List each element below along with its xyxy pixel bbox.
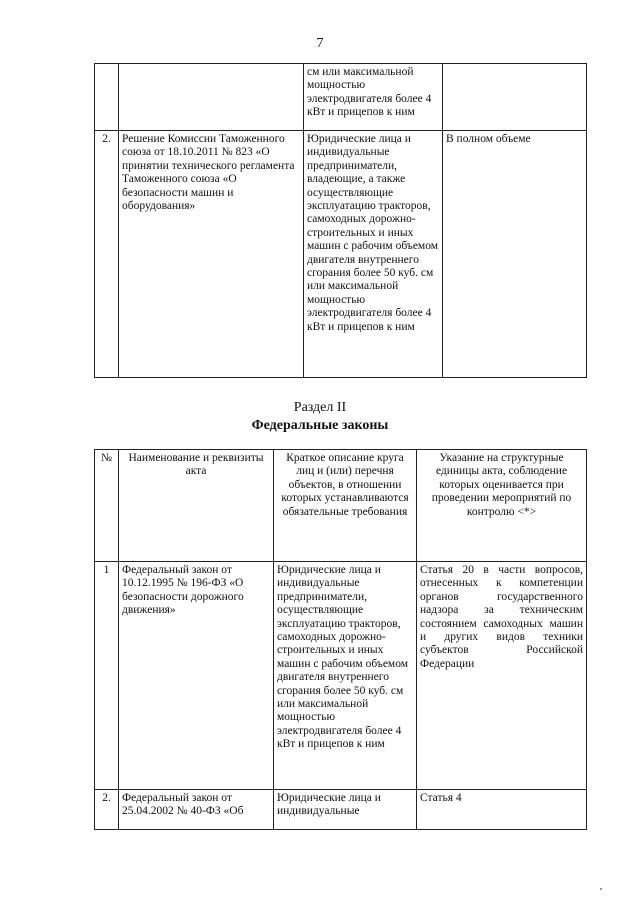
header-scope: Указание на структурные единицы акта, соблюдение которых оценивается при проведении мероприятий по контролю <*>: [417, 450, 587, 562]
row-number: 1: [95, 562, 119, 790]
structural-units: В полном объеме: [443, 131, 587, 378]
header-name: Наименование и реквизиты акта: [119, 450, 274, 562]
structural-units: [443, 64, 587, 131]
table-row: [95, 562, 587, 790]
page-number: 7: [316, 36, 324, 51]
table-row: [95, 131, 587, 378]
structural-units: Статья 4: [417, 790, 587, 830]
scope-description: см или максимальной мощностью электродвигателя более 4 кВт и прицепов к ним: [304, 64, 443, 131]
section-label: Раздел II: [293, 400, 347, 415]
scope-description: Юридические лица и индивидуальные предприниматели, владеющие, а также осуществляющие эксплуатацию тракторов, самоходных дорожно-строительных и иных машин с рабочим объемом двигателя внутреннего сгорания более 50 куб. см или максимальной мощностью электродвигателя более 4 кВт и прицепов к ним: [304, 131, 443, 378]
table-header-row: [95, 450, 587, 562]
row-number: [95, 64, 119, 131]
row-number: 2.: [95, 131, 119, 378]
table-row: [95, 64, 587, 131]
header-num: №: [95, 450, 119, 562]
scope-description: Юридические лица и индивидуальные предприниматели, осуществляющие эксплуатацию тракторов, самоходных дорожно-строительных и иных машин с рабочим объемом двигателя внутреннего сгорания более 50 куб. см или максимальной мощностью электродвигателя более 4 кВт и прицепов к ним: [274, 562, 417, 790]
scope-description: Юридические лица и индивидуальные: [274, 790, 417, 830]
act-name: Федеральный закон от 10.12.1995 № 196-ФЗ «О безопасности дорожного движения»: [119, 562, 274, 790]
act-name: [119, 64, 304, 131]
act-name: Федеральный закон от 25.04.2002 № 40-ФЗ «Об: [119, 790, 274, 830]
scan-speck: [600, 888, 602, 890]
header-description: Краткое описание круга лиц и (или) перечня объектов, в отношении которых устанавливаются обязательные требования: [274, 450, 417, 562]
table-row: [95, 790, 587, 830]
table-tsu-acts: [94, 63, 587, 378]
table-federal-laws: [94, 449, 587, 830]
section-title: Федеральные законы: [251, 418, 389, 433]
structural-units: Статья 20 в части вопросов, отнесенных к компетенции органов государственного надзора за техническим состоянием самоходных машин и других видов техники субъектов Российской Федерации: [417, 562, 587, 790]
row-number: 2.: [95, 790, 119, 830]
act-name: Решение Комиссии Таможенного союза от 18.10.2011 № 823 «О принятии технического регламента Таможенного союза «О безопасности машин и оборудования»: [119, 131, 304, 378]
